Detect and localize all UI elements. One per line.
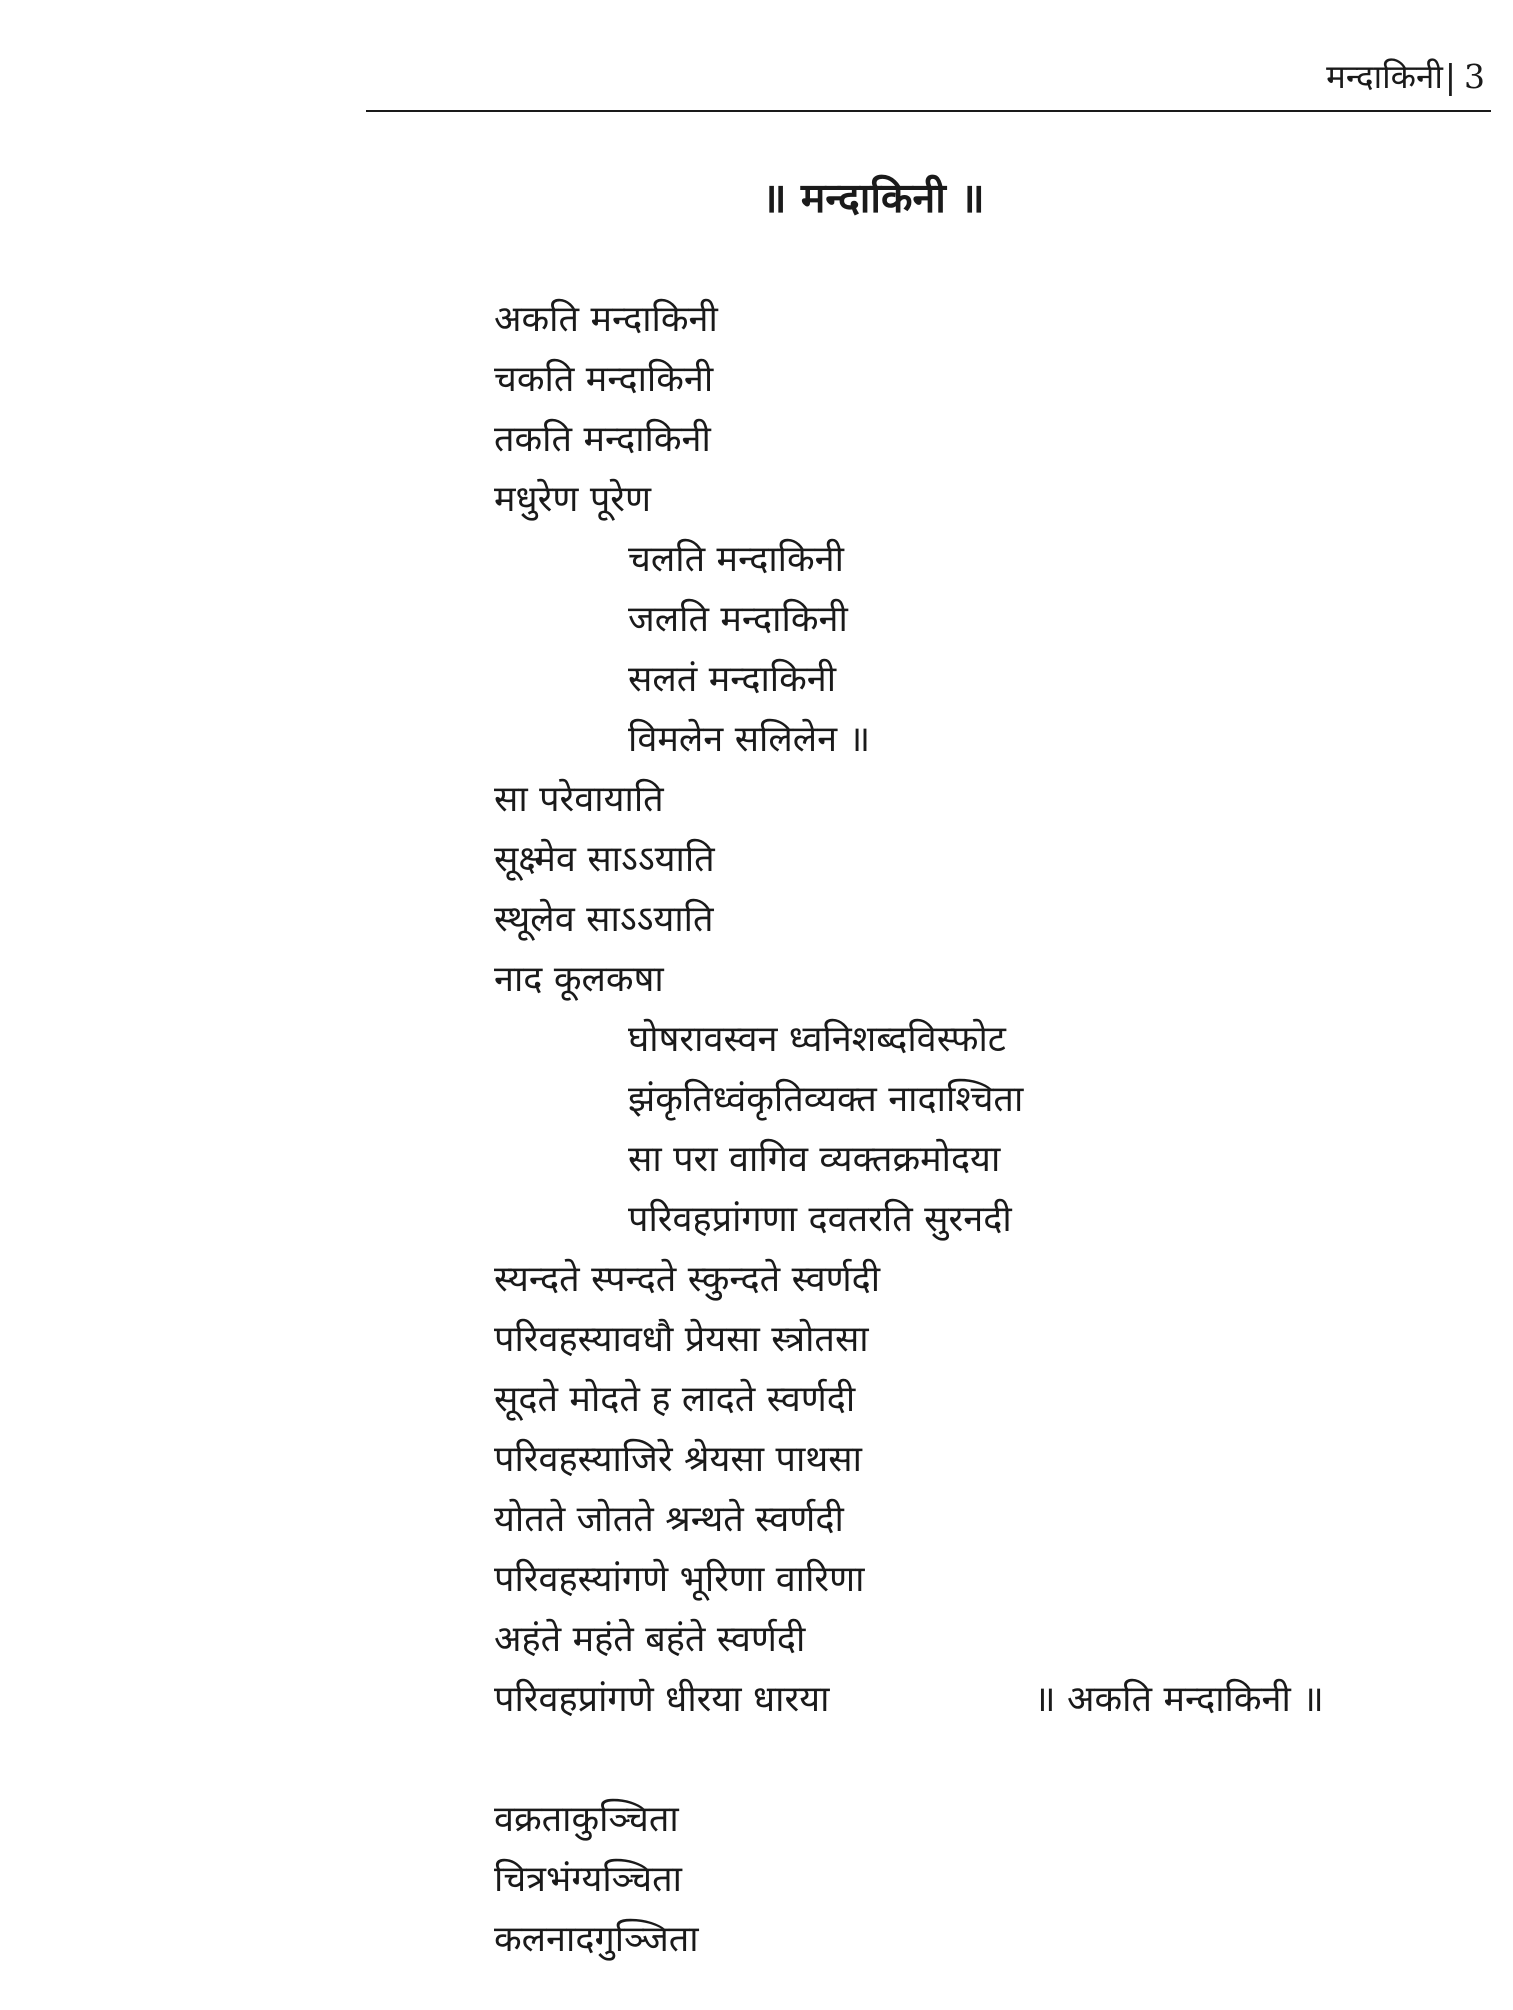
poem-line: स्यन्दते स्पन्दते स्कुन्दते स्वर्णदी [494, 1259, 881, 1300]
refrain: ॥ अकति मन्दाकिनी ॥ [1034, 1679, 1324, 1720]
poem-line: सूदते मोदते ह लादते स्वर्णदी [494, 1379, 856, 1420]
page-title: ॥ मन्दाकिनी ॥ [762, 174, 985, 222]
poem-line: चलति मन्दाकिनी [628, 539, 844, 580]
poem-line: परिवहस्यांगणे भूरिणा वारिणा [494, 1559, 865, 1600]
poem-line: परिवहस्याजिरे श्रेयसा पाथसा [494, 1439, 862, 1480]
poem-line-with-refrain [494, 1670, 1454, 1730]
running-header [1326, 52, 1485, 102]
page-number: 3 [1464, 57, 1485, 96]
poem-line: सलतं मन्दाकिनी [628, 659, 837, 700]
poem-line: कलनादगुञ्जिता [494, 1919, 699, 1960]
poem-line: स्थूलेव साऽऽयाति [494, 899, 714, 940]
header-separator: | [1444, 57, 1456, 96]
poem-line: विमलेन सलिलेन ॥ [628, 719, 871, 760]
poem-line: सूक्ष्मेव साऽऽयाति [494, 839, 715, 880]
running-title: मन्दाकिनी [1326, 57, 1443, 96]
poem-line: नाद कूलकषा [494, 959, 664, 1000]
poem-line: झंकृतिध्वंकृतिव्यक्त नादाश्चिता [628, 1079, 1024, 1120]
poem-line: अकति मन्दाकिनी [494, 299, 718, 340]
poem-line: परिवहस्यावधौ प्रेयसा स्त्रोतसा [494, 1319, 869, 1360]
poem-line: जलति मन्दाकिनी [628, 599, 848, 640]
poem [494, 290, 1454, 1970]
poem-line: मधुरेण पूरेण [494, 479, 652, 520]
poem-line: सा परा वागिव व्यक्तक्रमोदया [628, 1139, 1001, 1180]
poem-line: सा परेवायाति [494, 779, 664, 820]
poem-line: घोषरावस्वन ध्वनिशब्दविस्फोट [628, 1019, 1006, 1060]
poem-line: चित्रभंग्यञ्चिता [494, 1859, 682, 1900]
poem-line: वक्रताकुञ्चिता [494, 1799, 679, 1840]
poem-line: तकति मन्दाकिनी [494, 419, 711, 460]
poem-line: चकति मन्दाकिनी [494, 359, 714, 400]
header-rule [366, 110, 1491, 112]
poem-line: अहंते महंते बहंते स्वर्णदी [494, 1619, 806, 1660]
poem-line-text: परिवहप्रांगणे धीरया धारया [494, 1679, 830, 1720]
poem-line: परिवहप्रांगणा दवतरति सुरनदी [628, 1199, 1012, 1240]
poem-line: योतते जोतते श्रन्थते स्वर्णदी [494, 1499, 844, 1540]
